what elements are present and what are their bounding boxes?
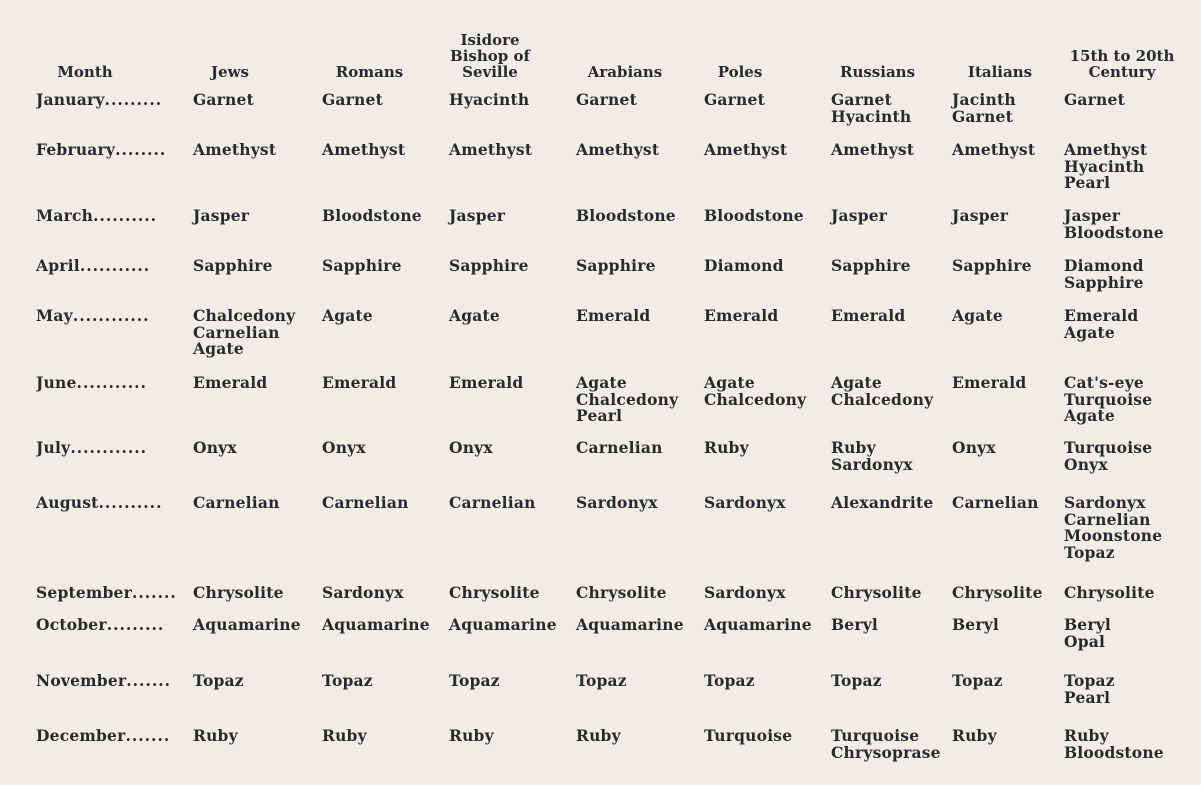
month-cell [36,92,196,109]
header-century: 15th to 20th Century [1069,47,1175,81]
month-label: December [36,728,126,745]
stone-cell-poles: Sardonyx [704,583,786,602]
stone-cell-arabians: Chrysolite [576,583,667,602]
stone-cell-italians: Agate [952,306,1003,325]
stone-cell-isidore: Agate [449,306,500,325]
stone-cell-romans: Garnet [322,90,383,109]
stone-cell-russians: Topaz [831,671,882,690]
stone-cell-russians: Garnet Hyacinth [831,90,912,126]
header-isidore: Isidore Bishop of Seville [450,31,530,81]
stone-cell-isidore: Carnelian [449,493,536,512]
stone-cell-jews: Amethyst [193,140,277,159]
stone-cell-italians: Topaz [952,671,1003,690]
stone-cell-poles: Ruby [704,438,749,457]
stone-cell-russians: Turquoise Chrysoprase [831,726,941,762]
header-romans: Romans [335,63,404,81]
stone-cell-romans: Aquamarine [322,615,430,634]
stone-cell-italians: Emerald [952,373,1027,392]
month-label: September [36,585,132,602]
month-cell [36,208,196,225]
stone-cell-romans: Topaz [322,671,373,690]
stone-cell-isidore: Amethyst [449,140,533,159]
stone-cell-isidore: Onyx [449,438,493,457]
stone-cell-poles: Aquamarine [704,615,812,634]
stone-cell-jews: Jasper [193,206,250,225]
stone-cell-arabians: Garnet [576,90,637,109]
stone-cell-arabians: Carnelian [576,438,663,457]
header-russians: Russians [839,63,916,81]
stone-cell-russians: Amethyst [831,140,915,159]
stone-cell-arabians: Bloodstone [576,206,676,225]
stone-cell-jews: Onyx [193,438,237,457]
stone-cell-poles: Turquoise [704,726,793,745]
stone-cell-poles: Agate Chalcedony [704,373,807,409]
stone-cell-italians: Beryl [952,615,1000,634]
leader-dots: ......... [104,92,163,109]
stone-cell-russians: Sapphire [831,256,911,275]
stone-cell-isidore: Topaz [449,671,500,690]
leader-dots: ....... [131,585,177,602]
stone-cell-poles: Sardonyx [704,493,786,512]
header-jews: Jews [211,63,249,81]
stone-cell-russians: Alexandrite [831,493,934,512]
header-italians: Italians [967,63,1033,81]
stone-cell-poles: Amethyst [704,140,788,159]
leader-dots: ........... [79,258,151,275]
month-cell [36,495,196,512]
stone-cell-italians: Ruby [952,726,997,745]
stone-cell-russians: Emerald [831,306,906,325]
stone-cell-arabians: Emerald [576,306,651,325]
stone-cell-arabians: Ruby [576,726,621,745]
stone-cell-romans: Agate [322,306,373,325]
stone-cell-poles: Garnet [704,90,765,109]
stone-cell-arabians: Aquamarine [576,615,684,634]
stone-cell-isidore: Emerald [449,373,524,392]
month-cell [36,728,196,745]
month-label: October [36,617,107,634]
stone-cell-romans: Amethyst [322,140,406,159]
stone-cell-russians: Beryl [831,615,879,634]
stone-cell-russians: Agate Chalcedony [831,373,934,409]
stone-cell-century: Sardonyx Carnelian Moonstone Topaz [1064,493,1163,562]
stone-cell-italians: Onyx [952,438,996,457]
stone-cell-century: Turquoise Onyx [1064,438,1153,474]
stone-cell-italians: Carnelian [952,493,1039,512]
stone-cell-poles: Diamond [704,256,784,275]
stone-cell-century: Garnet [1064,90,1125,109]
stone-cell-arabians: Topaz [576,671,627,690]
leader-dots: ....... [126,673,172,690]
month-cell [36,308,196,325]
header-poles: Poles [717,63,763,81]
stone-cell-jews: Ruby [193,726,238,745]
stone-cell-isidore: Jasper [449,206,506,225]
stone-cell-century: Diamond Sapphire [1064,256,1144,292]
stone-cell-romans: Emerald [322,373,397,392]
stone-cell-jews: Aquamarine [193,615,301,634]
stone-cell-jews: Chalcedony Carnelian Agate [193,306,296,358]
leader-dots: ........... [76,375,147,392]
stone-cell-poles: Emerald [704,306,779,325]
leader-dots: ............ [70,440,148,457]
month-cell [36,617,196,634]
stone-cell-romans: Sapphire [322,256,402,275]
stone-cell-jews: Carnelian [193,493,280,512]
month-label: January [36,92,105,109]
month-label: July [36,440,71,457]
stone-cell-arabians: Sapphire [576,256,656,275]
stone-cell-russians: Chrysolite [831,583,922,602]
stone-cell-century: Amethyst Hyacinth Pearl [1064,140,1148,192]
header-arabians: Arabians [587,63,663,81]
stone-cell-poles: Bloodstone [704,206,804,225]
month-label: November [36,673,127,690]
stone-cell-romans: Bloodstone [322,206,422,225]
stone-cell-italians: Jasper [952,206,1009,225]
month-label: August [36,495,99,512]
stone-cell-jews: Emerald [193,373,268,392]
stone-cell-arabians: Agate Chalcedony Pearl [576,373,679,425]
leader-dots: ............ [72,308,150,325]
header-month: Month [57,63,113,81]
leader-dots: ........ [115,142,167,159]
stone-cell-romans: Ruby [322,726,367,745]
month-cell [36,258,196,275]
stone-cell-jews: Chrysolite [193,583,284,602]
stone-cell-century: Jasper Bloodstone [1064,206,1164,242]
stone-cell-italians: Chrysolite [952,583,1043,602]
month-label: June [36,375,77,392]
stone-cell-jews: Sapphire [193,256,273,275]
month-cell [36,673,196,690]
stone-cell-century: Beryl Opal [1064,615,1112,651]
leader-dots: .......... [98,495,163,512]
stone-cell-arabians: Amethyst [576,140,660,159]
leader-dots: ....... [125,728,171,745]
stone-cell-century: Ruby Bloodstone [1064,726,1164,762]
stone-cell-isidore: Sapphire [449,256,529,275]
stone-cell-poles: Topaz [704,671,755,690]
stone-cell-century: Topaz Pearl [1064,671,1115,707]
month-cell [36,142,196,159]
month-label: May [36,308,73,325]
stone-cell-russians: Ruby Sardonyx [831,438,913,474]
stone-cell-arabians: Sardonyx [576,493,658,512]
stone-cell-romans: Carnelian [322,493,409,512]
stone-cell-jews: Garnet [193,90,254,109]
stone-cell-russians: Jasper [831,206,888,225]
month-cell [36,440,196,457]
stone-cell-isidore: Hyacinth [449,90,530,109]
month-cell [36,585,196,602]
stone-cell-isidore: Chrysolite [449,583,540,602]
stone-cell-century: Emerald Agate [1064,306,1139,342]
leader-dots: ......... [106,617,165,634]
month-cell [36,375,196,392]
stone-cell-italians: Amethyst [952,140,1036,159]
stone-cell-italians: Jacinth Garnet [952,90,1016,126]
month-label: March [36,208,94,225]
month-label: April [36,258,80,275]
month-label: February [36,142,116,159]
stone-cell-isidore: Aquamarine [449,615,557,634]
stone-cell-century: Cat's-eye Turquoise Agate [1064,373,1153,425]
stone-cell-century: Chrysolite [1064,583,1155,602]
stone-cell-isidore: Ruby [449,726,494,745]
stone-cell-romans: Onyx [322,438,366,457]
stone-cell-jews: Topaz [193,671,244,690]
stone-cell-italians: Sapphire [952,256,1032,275]
leader-dots: .......... [93,208,158,225]
stone-cell-romans: Sardonyx [322,583,404,602]
